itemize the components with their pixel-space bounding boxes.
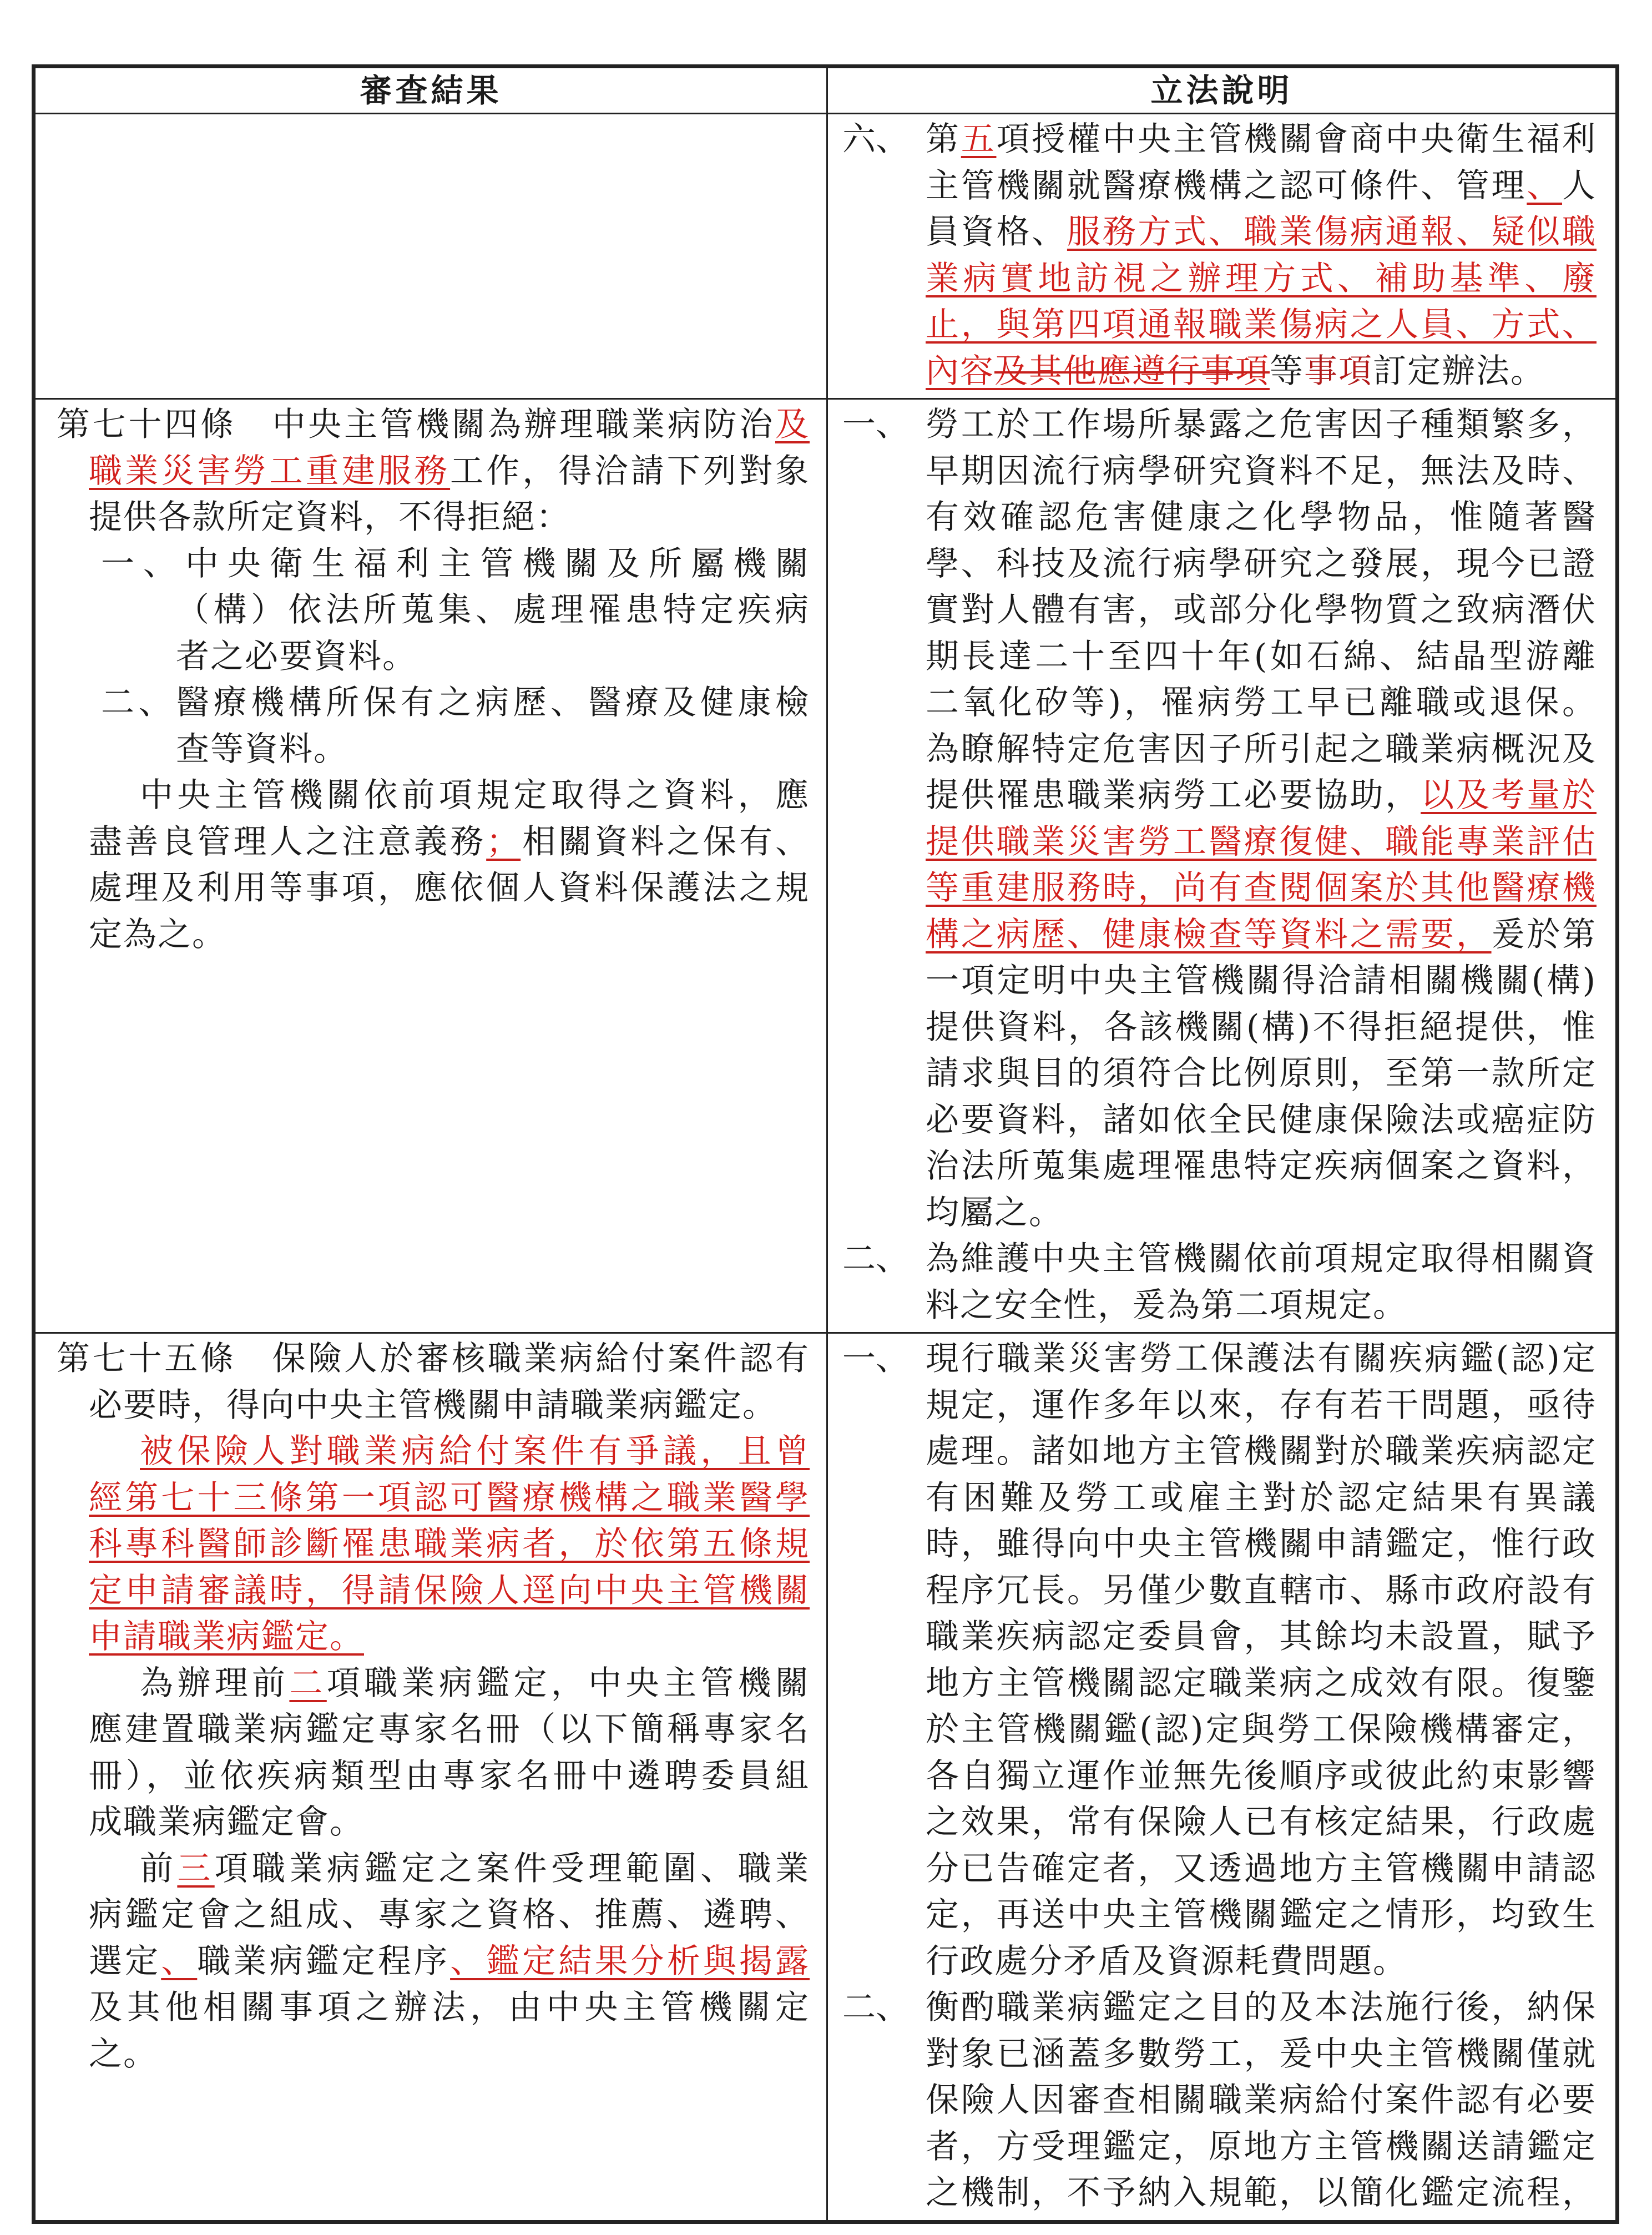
item-number-label <box>842 1429 926 1475</box>
item-number-label <box>842 2170 926 2217</box>
table-row <box>35 399 1616 1333</box>
explanation-text <box>926 1939 1597 1985</box>
text-segment: 程序冗長。另僅少數直轄市、縣市政府設有 <box>926 1571 1597 1610</box>
review-result-cell <box>35 1333 827 2221</box>
amended-text: 事項 <box>1304 351 1373 391</box>
text-segment: （構）依法所蒐集、處理罹患特定疾病 <box>176 591 810 629</box>
text-segment: 定，再送中央主管機關鑑定之情形，均致生 <box>926 1895 1597 1934</box>
explanation-text-line <box>842 163 1597 210</box>
text-segment: 職業病鑑定程序 <box>197 1941 451 1981</box>
explanation-text <box>926 1892 1597 1939</box>
table-row <box>35 114 1616 399</box>
explanation-text <box>926 912 1597 958</box>
text-segment: 請求與目的須符合比例原則，至第一款所定 <box>926 1054 1597 1093</box>
item-number-label: 二、 <box>842 1988 909 2027</box>
item-number-label <box>842 1051 926 1097</box>
explanation-text <box>926 2124 1597 2171</box>
text-segment: 規定，運作多年以來，存有若干問題，亟待 <box>926 1385 1597 1425</box>
item-number-label <box>842 773 926 819</box>
explanation-text-line <box>842 256 1597 302</box>
explanation-text-line <box>842 773 1597 819</box>
explanation-text-line <box>842 1236 1597 1283</box>
text-segment: 二氧化矽等)，罹病勞工早已離職或退保。 <box>926 683 1597 722</box>
article-text-line <box>57 1475 810 1522</box>
text-segment: 應建置職業病鑑定專家名冊（以下簡稱專家名 <box>89 1710 810 1749</box>
explanation-text-line <box>842 726 1597 773</box>
article-text-line <box>57 1846 810 1893</box>
text-segment: 料之安全性，爰為第二項規定。 <box>926 1285 1407 1325</box>
item-number-label <box>842 1475 926 1522</box>
text-segment: 勞工於工作場所暴露之危害因子種類繁多， <box>926 405 1597 444</box>
text-segment: 者，方受理鑑定，原地方主管機關送請鑑定 <box>926 2127 1597 2166</box>
item-number-label: 六、 <box>842 120 909 159</box>
text-segment: 保險人因審查相關職業病給付案件認有必要 <box>926 2081 1597 2120</box>
explanation-text-line <box>842 1614 1597 1661</box>
explanation-text <box>926 402 1597 448</box>
article-text-line <box>57 819 810 866</box>
text-segment: 員資格、 <box>926 213 1067 251</box>
explanation-text-line <box>842 1939 1597 1985</box>
item-number-label <box>842 302 926 349</box>
item-number-label <box>842 1939 926 1985</box>
explanation-text <box>926 1005 1597 1051</box>
item-number-label <box>842 209 926 256</box>
text-segment: 二、醫療機構所保有之病歷、醫療及健康檢 <box>101 683 810 722</box>
added-text-underlined: 科專科醫師診斷罹患職業病者，於依第五條規 <box>89 1525 810 1563</box>
article-text-line <box>57 1429 810 1475</box>
article-text-line <box>57 402 810 448</box>
added-text-underlined: 提供職業災害勞工醫療復健、職能專業評估 <box>926 822 1597 861</box>
explanation-text-line <box>842 1005 1597 1051</box>
text-segment: 實對人體有害，或部分化學物質之致病潛伏 <box>926 591 1597 629</box>
explanation-text <box>926 1429 1597 1475</box>
added-text-underlined: 定申請審議時，得請保險人逕向中央主管機關 <box>89 1571 810 1610</box>
review-result-cell <box>35 114 827 399</box>
review-result-cell <box>35 399 827 1333</box>
item-number-label <box>842 1799 926 1846</box>
text-segment: 訂定辦法。 <box>1373 351 1545 391</box>
item-number-label <box>842 1005 926 1051</box>
article-text-line <box>57 1521 810 1568</box>
explanation-text <box>926 163 1597 210</box>
added-text-underlined: 及 <box>775 405 810 444</box>
item-number-label <box>842 1753 926 1800</box>
text-segment: 項職業病鑑定，中央主管機關 <box>326 1663 810 1703</box>
explanation-text <box>926 1336 1597 1383</box>
added-punctuation-underlined: 、 <box>1527 166 1563 205</box>
text-segment: 地方主管機關認定職業病之成效有限。復鑒 <box>926 1663 1597 1703</box>
explanation-text <box>926 2077 1597 2124</box>
item-number-label <box>842 958 926 1005</box>
item-number-label <box>842 2031 926 2078</box>
text-segment: 一項定明中央主管機關得洽請相關機關(構) <box>926 961 1597 1000</box>
text-segment: 處理。諸如地方主管機關對於職業疾病認定 <box>926 1432 1597 1471</box>
article-text-line <box>57 912 810 958</box>
header-legislative-explanation: 立法說明 <box>827 68 1616 114</box>
explanation-text-line <box>842 2077 1597 2124</box>
explanation-text-line <box>842 912 1597 958</box>
added-text-underlined: 三 <box>177 1849 215 1888</box>
text-segment: 項授權中央主管機關會商中央衛生福利 <box>996 120 1597 159</box>
article-text-line <box>57 1799 810 1846</box>
text-segment: 等 <box>1270 351 1304 391</box>
item-number-label <box>842 256 926 302</box>
explanation-text-line <box>842 680 1597 726</box>
text-segment: 於主管機關鑑(認)定與勞工保險機構審定， <box>926 1710 1597 1749</box>
explanation-text <box>926 448 1597 495</box>
explanation-text-line <box>842 1475 1597 1522</box>
added-text-underlined: 以及考量於 <box>1421 776 1597 815</box>
explanation-text <box>926 117 1597 163</box>
text-segment: 成職業病鑑定會。 <box>89 1803 364 1842</box>
article-text-line <box>57 448 810 495</box>
explanation-text-line <box>842 1799 1597 1846</box>
item-number-label <box>842 2124 926 2171</box>
explanation-text <box>926 1190 1597 1237</box>
article-text-line <box>57 2031 810 2078</box>
explanation-text <box>926 1846 1597 1893</box>
added-text-underlined: 服務方式、職業傷病通報、疑似職 <box>1067 213 1597 251</box>
explanation-text-line <box>842 402 1597 448</box>
item-number-label <box>842 1190 926 1237</box>
item-number-label: 一、 <box>842 405 909 444</box>
explanation-text-line <box>842 1661 1597 1707</box>
explanation-text-line <box>842 1707 1597 1753</box>
explanation-text <box>926 1985 1597 2031</box>
explanation-text-line <box>842 209 1597 256</box>
explanation-text <box>926 865 1597 912</box>
item-number-label <box>842 349 926 395</box>
explanation-text-line <box>842 1051 1597 1097</box>
review-comparison-table <box>32 64 1619 2224</box>
explanation-text <box>926 349 1597 395</box>
text-segment: 主管機關就醫療機構之認可條件、管理 <box>926 166 1527 205</box>
text-segment: 盡善良管理人之注意義務 <box>89 822 487 861</box>
legislative-explanation-cell <box>827 399 1616 1333</box>
item-number-label: 二、 <box>842 1239 909 1278</box>
item-number-label <box>842 1892 926 1939</box>
explanation-text <box>926 1753 1597 1800</box>
explanation-text-line <box>842 1429 1597 1475</box>
explanation-text-line <box>842 1753 1597 1800</box>
explanation-text <box>926 1614 1597 1661</box>
comparison-table <box>34 67 1617 2222</box>
explanation-text <box>926 541 1597 588</box>
explanation-text <box>926 302 1597 349</box>
item-number-label <box>842 912 926 958</box>
article-text-line <box>57 773 810 819</box>
explanation-text-line <box>842 1283 1597 1329</box>
explanation-text <box>926 495 1597 541</box>
item-number-label <box>842 1097 926 1144</box>
item-number-label <box>842 448 926 495</box>
item-number-label <box>842 865 926 912</box>
explanation-text-line <box>842 958 1597 1005</box>
text-segment: 必要時，得向中央主管機關申請職業病鑑定。 <box>89 1385 777 1425</box>
explanation-text <box>926 634 1597 680</box>
item-number-label <box>842 1707 926 1753</box>
added-text-underlined: 被保險人對職業病給付案件有爭議，且曾 <box>140 1432 810 1471</box>
item-number-label <box>842 495 926 541</box>
text-segment: 為瞭解特定危害因子所引起之職業病概況及 <box>926 729 1597 769</box>
explanation-text <box>926 1661 1597 1707</box>
item-number-label <box>842 1568 926 1615</box>
text-segment: 現行職業災害勞工保護法有關疾病鑑(認)定 <box>926 1339 1597 1378</box>
article-text-line <box>57 587 810 634</box>
explanation-text-line <box>842 117 1597 163</box>
text-segment: 各自獨立運作並無先後順序或彼此約束影響 <box>926 1756 1597 1795</box>
item-number-label <box>842 1521 926 1568</box>
deleted-text-strikethrough: 及其他應遵行事項 <box>994 351 1270 391</box>
explanation-text-line <box>842 1097 1597 1144</box>
text-segment: 一、中央衛生福利主管機關及所屬機關 <box>101 544 810 583</box>
explanation-text-line <box>842 495 1597 541</box>
explanation-text <box>926 256 1597 302</box>
text-segment: 時，雖得向中央主管機關申請鑑定，惟行政 <box>926 1525 1597 1563</box>
text-segment: 處理及利用等事項，應依個人資料保護法之規 <box>89 869 810 907</box>
explanation-text <box>926 680 1597 726</box>
text-segment: 第七十五條 保險人於審核職業病給付案件認有 <box>57 1339 810 1378</box>
explanation-text <box>926 1568 1597 1615</box>
explanation-text-line <box>842 1521 1597 1568</box>
explanation-text-line <box>842 819 1597 866</box>
explanation-text-line <box>842 1568 1597 1615</box>
added-text-underlined: 止，與第四項通報職業傷病之人員、方式、 <box>926 305 1597 344</box>
explanation-text <box>926 1383 1597 1429</box>
explanation-text-line <box>842 1985 1597 2031</box>
added-text-underlined: 五 <box>961 120 997 159</box>
explanation-text <box>926 2170 1597 2217</box>
item-number-label <box>842 2077 926 2124</box>
article-text-line <box>57 1336 810 1383</box>
explanation-text <box>926 1051 1597 1097</box>
item-number-label <box>842 163 926 210</box>
explanation-text <box>926 773 1597 819</box>
text-segment: 爰於第 <box>1491 915 1597 954</box>
article-text-line <box>57 1661 810 1707</box>
text-segment: 定為之。 <box>89 915 226 954</box>
explanation-text <box>926 1143 1597 1190</box>
text-segment: 學、科技及流行病學研究之發展，現今已證 <box>926 544 1597 583</box>
article-text-line <box>57 726 810 773</box>
text-segment: 為維護中央主管機關依前項規定取得相關資 <box>926 1239 1597 1278</box>
item-number-label <box>842 1143 926 1190</box>
text-segment: 衡酌職業病鑑定之目的及本法施行後，納保 <box>926 1988 1597 2027</box>
text-segment: 均屬之。 <box>926 1193 1063 1232</box>
text-segment: 期長達二十至四十年(如石綿、結晶型游離 <box>926 637 1597 676</box>
explanation-text-line <box>842 302 1597 349</box>
header-review-result: 審查結果 <box>35 68 827 114</box>
explanation-text-line <box>842 1892 1597 1939</box>
explanation-text-line <box>842 541 1597 588</box>
text-segment: 對象已涵蓋多數勞工，爰中央主管機關僅就 <box>926 2034 1597 2073</box>
explanation-text-line <box>842 587 1597 634</box>
explanation-text-line <box>842 865 1597 912</box>
explanation-text <box>926 726 1597 773</box>
table-header-row <box>35 68 1616 114</box>
text-segment: 有效確認危害健康之化學物品，惟隨著醫 <box>926 498 1597 537</box>
added-text-underlined: ； <box>486 822 521 861</box>
text-segment: 之效果，常有保險人已有核定結果，行政處 <box>926 1803 1597 1842</box>
explanation-text <box>926 2031 1597 2078</box>
text-segment: 分已告確定者，又透過地方主管機關申請認 <box>926 1849 1597 1888</box>
text-segment: 為辦理前 <box>140 1663 290 1703</box>
item-number-label <box>842 1846 926 1893</box>
explanation-text-line <box>842 1336 1597 1383</box>
text-segment: 提供罹患職業病勞工必要協助， <box>926 776 1421 815</box>
explanation-text-line <box>842 1846 1597 1893</box>
text-segment: 提供資料，各該機關(構)不得拒絕提供，惟 <box>926 1007 1597 1047</box>
added-punctuation-underlined: 、 <box>161 1941 198 1981</box>
explanation-text <box>926 587 1597 634</box>
text-segment: 職業疾病認定委員會，其餘均未設置，賦予 <box>926 1617 1597 1656</box>
explanation-text <box>926 958 1597 1005</box>
text-segment: 及其他相關事項之辦法，由中央主管機關定 <box>89 1988 810 2027</box>
explanation-text-line <box>842 1143 1597 1190</box>
added-text-underlined: 經第七十三條第一項認可醫療機構之職業醫學 <box>89 1478 810 1517</box>
text-segment: 第 <box>926 120 961 159</box>
text-segment: 治法所蒐集處理罹患特定疾病個案之資料， <box>926 1147 1597 1185</box>
text-segment: 有困難及勞工或雇主對於認定結果有異議 <box>926 1478 1597 1517</box>
added-text-underlined: 內容 <box>926 351 994 391</box>
text-segment: 相關資料之保有、 <box>521 822 810 861</box>
added-text-underlined: 、鑑定結果分析與揭露 <box>450 1941 810 1981</box>
explanation-text-line <box>842 2170 1597 2217</box>
added-text-underlined: 業病實地訪視之辦理方式、補助基準、廢 <box>926 259 1597 298</box>
article-text-line <box>57 1892 810 1939</box>
explanation-text <box>926 1236 1597 1283</box>
item-number-label <box>842 587 926 634</box>
table-body <box>35 114 1616 2221</box>
item-number-label <box>842 1661 926 1707</box>
item-number-label <box>842 541 926 588</box>
explanation-text <box>926 1475 1597 1522</box>
text-segment: 冊），並依疾病類型由專家名冊中遴聘委員組 <box>89 1756 810 1795</box>
item-number-label <box>842 634 926 680</box>
added-text-underlined: 構之病歷、健康檢查等資料之需要， <box>926 915 1492 954</box>
item-number-label <box>842 1614 926 1661</box>
text-segment: 工作，得洽請下列對象 <box>450 451 810 491</box>
item-number-label <box>842 680 926 726</box>
explanation-text-line <box>842 349 1597 395</box>
item-number-label <box>842 1283 926 1329</box>
explanation-text <box>926 209 1597 256</box>
article-text-line <box>57 1753 810 1800</box>
explanation-text <box>926 1283 1597 1329</box>
article-text-line <box>57 1939 810 1985</box>
legislative-explanation-cell <box>827 1333 1616 2221</box>
text-segment: 早期因流行病學研究資料不足，無法及時、 <box>926 451 1597 491</box>
article-text-line <box>57 1707 810 1753</box>
text-segment: 查等資料。 <box>176 729 348 769</box>
article-text-line <box>57 495 810 541</box>
explanation-text-line <box>842 634 1597 680</box>
text-segment: 中央主管機關依前項規定取得之資料，應 <box>140 776 810 815</box>
explanation-text-line <box>842 2031 1597 2078</box>
explanation-text-line <box>842 1190 1597 1237</box>
text-segment: 前 <box>140 1849 178 1888</box>
added-text-underlined: 申請職業病鑑定。 <box>89 1617 364 1656</box>
article-text-line <box>57 634 810 680</box>
explanation-text <box>926 1097 1597 1144</box>
text-segment: 選定 <box>89 1941 161 1981</box>
item-number-label <box>842 819 926 866</box>
item-number-label <box>842 1383 926 1429</box>
added-text-underlined: 等重建服務時，尚有查閱個案於其他醫療機 <box>926 869 1597 907</box>
explanation-text-line <box>842 448 1597 495</box>
explanation-text <box>926 819 1597 866</box>
article-text-line <box>57 1383 810 1429</box>
article-text-line <box>57 1985 810 2031</box>
text-segment: 必要資料，諸如依全民健康保險法或癌症防 <box>926 1100 1597 1139</box>
text-segment: 之。 <box>89 2034 158 2073</box>
explanation-text <box>926 1799 1597 1846</box>
article-text-line <box>57 865 810 912</box>
text-segment: 第七十四條 中央主管機關為辦理職業病防治 <box>57 405 775 444</box>
text-segment: 提供各款所定資料，不得拒絕： <box>89 498 570 537</box>
article-text-line <box>57 541 810 588</box>
text-segment: 人 <box>1562 166 1597 205</box>
item-number-label: 一、 <box>842 1339 909 1378</box>
article-text-line <box>57 680 810 726</box>
article-text-line <box>57 1568 810 1615</box>
text-segment: 者之必要資料。 <box>176 637 417 676</box>
article-text-line <box>57 1614 810 1661</box>
explanation-text <box>926 1707 1597 1753</box>
added-text-underlined: 職業災害勞工重建服務 <box>89 451 451 491</box>
added-text-underlined: 二 <box>289 1663 327 1703</box>
explanation-text <box>926 1521 1597 1568</box>
item-number-label <box>842 726 926 773</box>
text-segment: 病鑑定會之組成、專家之資格、推薦、遴聘、 <box>89 1895 810 1934</box>
explanation-text-line <box>842 2124 1597 2171</box>
explanation-text-line <box>842 1383 1597 1429</box>
text-segment: 行政處分矛盾及資源耗費問題。 <box>926 1941 1407 1981</box>
legislative-explanation-cell <box>827 114 1616 399</box>
text-segment: 項職業病鑑定之案件受理範圍、職業 <box>214 1849 810 1888</box>
table-row <box>35 1333 1616 2221</box>
text-segment: 之機制，不予納入規範，以簡化鑑定流程， <box>926 2173 1597 2212</box>
